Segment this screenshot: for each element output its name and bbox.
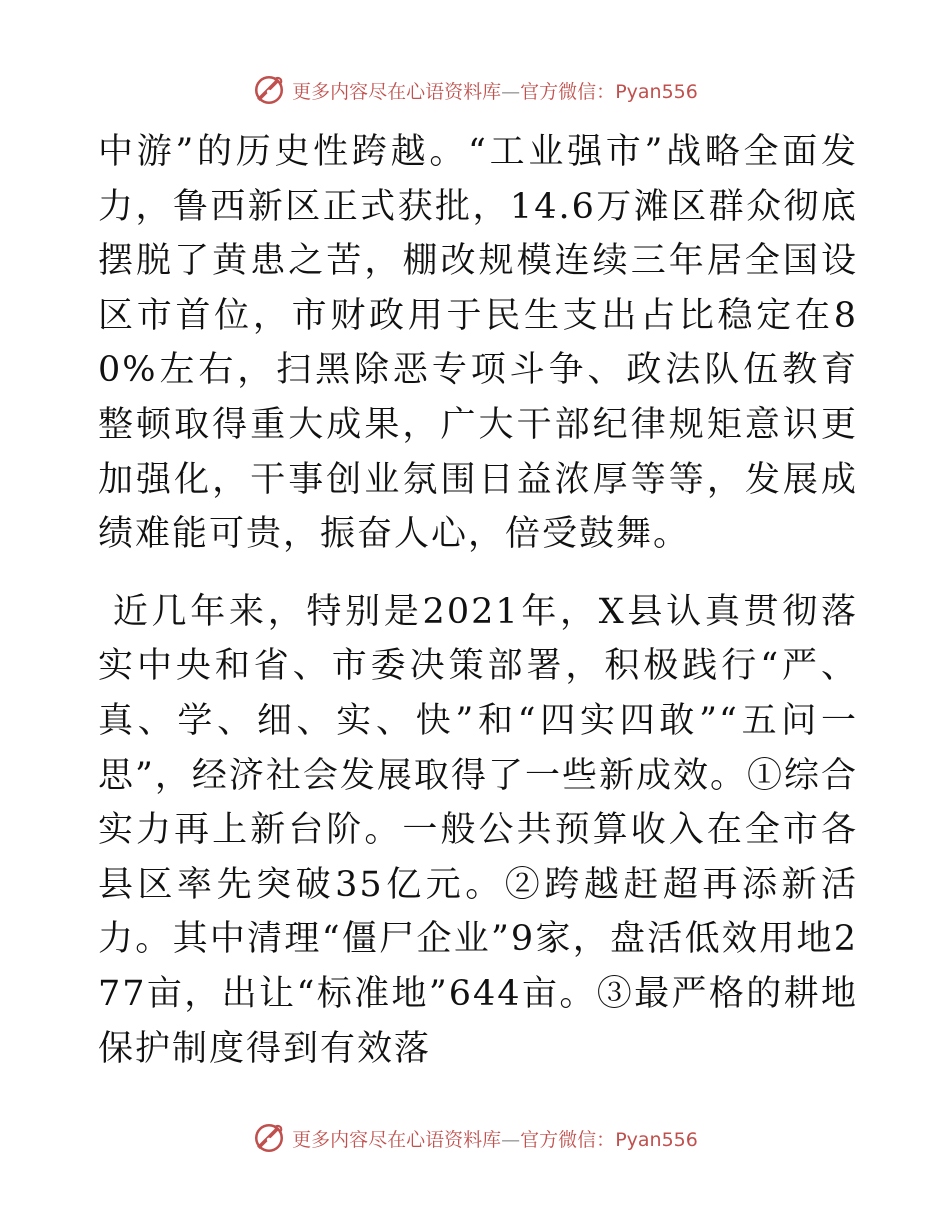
- watermark-separator: —: [501, 1128, 521, 1151]
- watermark-wechat-id: Pyan556: [615, 1128, 698, 1151]
- pen-nib-logo-icon: [252, 1121, 286, 1155]
- watermark-wechat-id: Pyan556: [615, 80, 698, 103]
- header-watermark: [0, 70, 950, 110]
- watermark-text: [292, 1125, 698, 1152]
- paragraph-2: 近几年来，特别是2021年，X县认真贯彻落实中央和省、市委决策部署，积极践行“严、真、学、细、实、快”和“四实四敢”“五问一思”，经济社会发展取得了一些新成效。①综合实力再上新台阶。一般公共预算收入在全市各县区率先突破35亿元。②跨越赶超再添新活力。其中清理“僵尸企业”9家，盘活低效用地277亩，出让“标准地”644亩。③最严格的耕地保护制度得到有效落: [98, 591, 858, 1069]
- watermark-separator: —: [501, 80, 521, 103]
- watermark-text: [292, 77, 698, 104]
- pen-nib-logo-icon: [252, 73, 286, 107]
- watermark-brand: 更多内容尽在心语资料库: [292, 80, 502, 103]
- watermark-wechat-label: 官方微信：: [520, 1128, 616, 1151]
- document-body: [98, 125, 858, 1076]
- footer-watermark: [0, 1118, 950, 1158]
- watermark-wechat-label: 官方微信：: [520, 80, 616, 103]
- watermark-brand: 更多内容尽在心语资料库: [292, 1128, 502, 1151]
- paragraph-1: 中游”的历史性跨越。“工业强市”战略全面发力，鲁西新区正式获批，14.6万滩区群众彻底摆脱了黄患之苦，棚改规模连续三年居全国设区市首位，市财政用于民生支出占比稳定在80%左右，扫黑除恶专项斗争、政法队伍教育整顿取得重大成果，广大干部纪律规矩意识更加强化，干事创业氛围日益浓厚等等，发展成绩难能可贵，振奋人心，倍受鼓舞。: [98, 132, 858, 555]
